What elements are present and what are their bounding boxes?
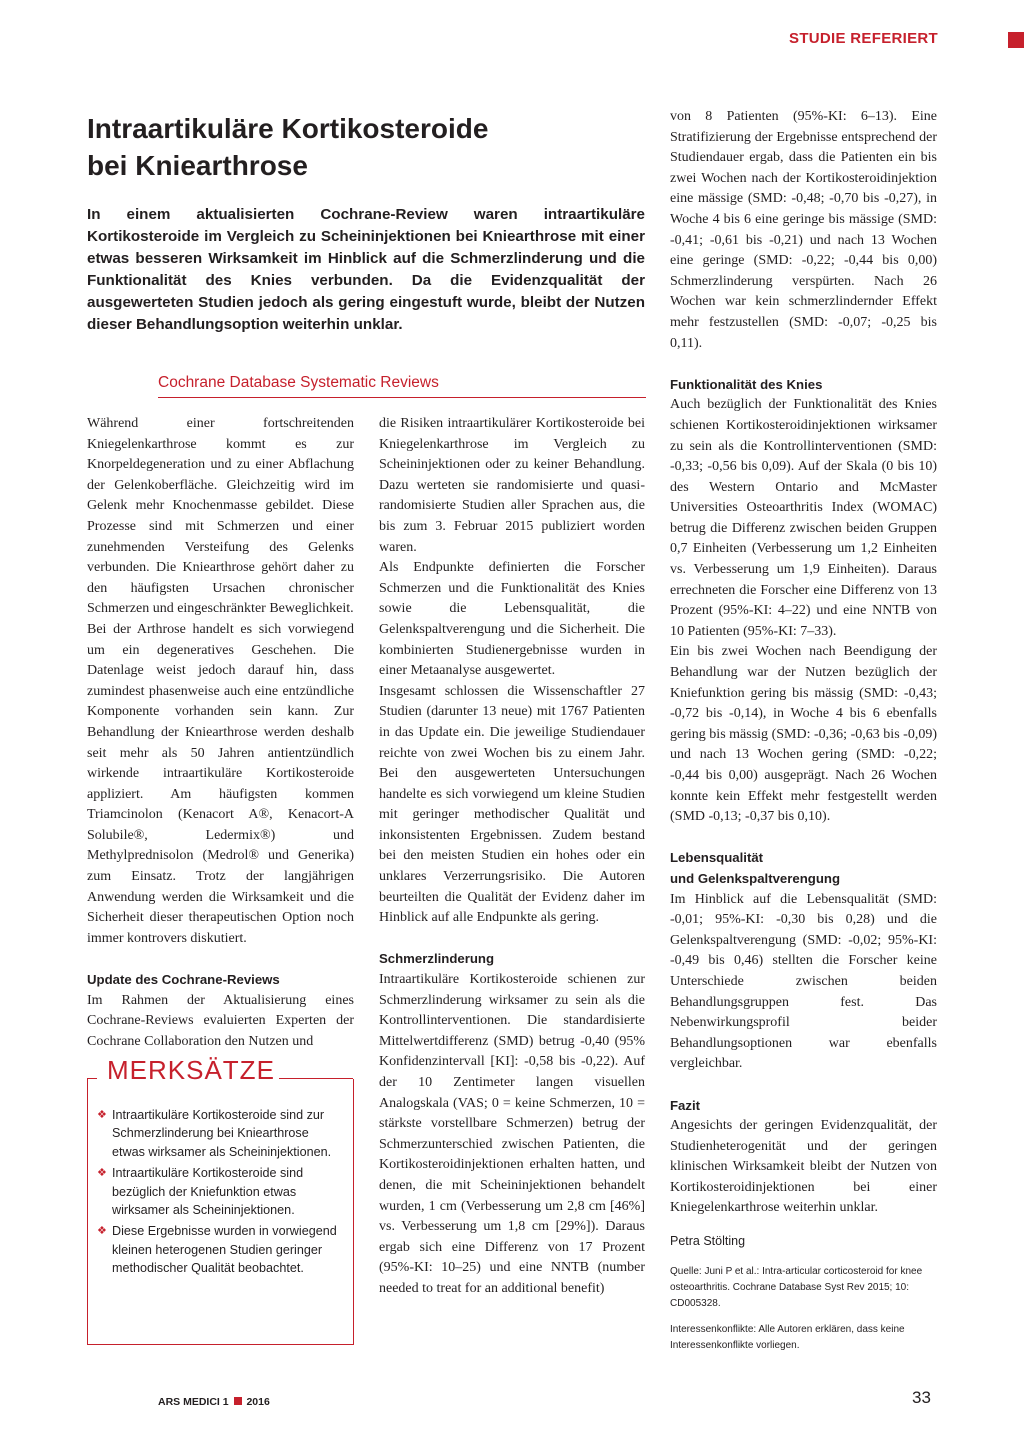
section-heading: Fazit	[670, 1097, 701, 1113]
footer-square-marker	[234, 1397, 242, 1405]
footer-journal	[158, 1396, 270, 1408]
section-label: STUDIE REFERIERT	[789, 30, 938, 47]
list-item	[97, 1106, 339, 1161]
paragraph: von 8 Patienten (95%-KI: 6–13). Eine Stratifizierung der Ergebnisse entsprechend der Studiendauer ergab, dass die Patienten ein bis zwei Wochen nach der Kortikosteroidinjektion eine mässige (SMD: -0,48; -0,70 bis -0,27), in Woche 4 bis 6 eine geringe bis mässige (SMD: -0,41; -0,61 bis -0,21) und nach 13 Wochen eine geringe (SMD: -0,22; -0,44 bis 0,00) Schmerzlinderung verspürten. Nach 26 Wochen war kein schmerzlindernder Effekt mehr festzustellen (SMD: -0,07; -0,25 bis 0,11).	[670, 109, 937, 351]
section-heading	[670, 848, 937, 889]
key-point-text: Intraartikuläre Kortikosteroide sind zur Schmerzlinderung bei Kniearthrose etwas wirksamer als Scheininjektionen.	[112, 1108, 332, 1159]
paragraph: die Risiken intraartikulärer Kortikosteroide bei Kniegelenkarthrose im Vergleich zu Scheininjektionen oder zu keiner Behandlung. Dazu werteten sie randomisierte und quasi-randomisierte Studien aller Sprachen aus, die bis zum 3. Februar 2015 publiziert worden waren.	[379, 416, 645, 555]
key-point-text: Intraartikuläre Kortikosteroide sind bezüglich der Kniefunktion etwas wirksamer als Scheininjektionen.	[112, 1166, 304, 1218]
paragraph: Bei der Arthrose handelt es sich vorwiegend um ein degeneratives Geschehen. Die Datenlage weist jedoch darauf hin, dass zumindest phasenweise auch eine entzündliche Komponente vorhanden sein kann. Zur Behandlung der Kniearthrose werden deshalb seit mehr als 50 Jahren antientzündlich wirkende intraartikuläre Kortikosteroide appliziert. Am häufigsten kommen Triamcinolon (Kenacort A®, Kenacort-A Solubile®, Ledermix®) und Methylprednisolon (Medrol® und Generika) zum Einsatz. Trotz der langjährigen Anwendung werden die Wirksamkeit und die Sicherheit dieser therapeutischen Option noch immer kontrovers diskutiert.	[87, 621, 354, 946]
source-journal: Cochrane Database Systematic Reviews	[158, 374, 646, 398]
key-points-title: MERKSÄTZE	[103, 1055, 279, 1086]
column-2	[379, 414, 645, 1300]
column-1	[87, 414, 354, 1052]
article-title	[87, 110, 647, 184]
key-point-text: Diese Ergebnisse wurden in vorwiegend kleinen heterogenen Studien geringer methodischer Qualität beobachtet.	[112, 1224, 337, 1276]
list-item	[97, 1222, 339, 1277]
column-3	[670, 107, 937, 1354]
heading-line-1: Lebensqualität	[670, 850, 764, 866]
author-name: Petra Stölting	[670, 1234, 746, 1249]
paragraph: Ein bis zwei Wochen nach Beendigung der Behandlung war der Nutzen bezüglich der Kniefunktion gering bis mässig (SMD: -0,43; -0,72 bis -0,14), in Woche 4 bis 6 ebenfalls gering bis mässig (SMD: -0,36; -0,63 bis -0,09) und nach 13 Wochen gering (SMD: -0,22; -0,44 bis 0,00) ausgeprägt. Nach 26 Wochen konnte kein Effekt mehr festgestellt werden (SMD -0,13; -0,37 bis 0,10).	[670, 644, 937, 825]
source-citation: Quelle: Juni P et al.: Intra-articular corticosteroid for knee osteoarthritis. Cochrane Database Syst Rev 2015; 10: CD005328.	[670, 1265, 923, 1309]
section-heading: Funktionalität des Knies	[670, 376, 823, 392]
diamond-bullet-icon: ❖	[97, 1109, 107, 1121]
paragraph: Im Rahmen der Aktualisierung eines Cochrane-Reviews evaluierten Experten der Cochrane Collaboration den Nutzen und	[87, 992, 354, 1049]
paragraph: Angesichts der geringen Evidenzqualität, der Studienheterogenität und der geringen klinischen Wirksamkeit bleibt der Nutzen von Kortikosteroidinjektionen bei einer Kniegelenkarthrose weiterhin unklar.	[670, 1118, 937, 1216]
journal-name: ARS MEDICI 1	[158, 1396, 229, 1408]
paragraph: Im Hinblick auf die Lebensqualität (SMD: -0,01; 95%-KI: -0,30 bis 0,28) und die Gelenkspaltverengung (SMD: -0,02; 95%-KI: -0,49 bis 0,46) stellten die Forscher keine Unterschiede zwischen beiden Behandlungsgruppen fest. Das Nebenwirkungsprofil beider Behandlungsoptionen war ebenfalls vergleichbar.	[670, 891, 937, 1072]
key-points-list	[97, 1106, 339, 1281]
journal-year: 2016	[246, 1396, 270, 1408]
paragraph: Während einer fortschreitenden Kniegelenkarthrose kommt es zur Knorpeldegeneration und zu einer Abflachung der Gelenkoberfläche. Gleichzeitig wird im Gelenk mehr Knochenmasse gebildet. Diese Prozesse sind mit Schmerzen und einer zunehmenden Versteifung des Gelenks verbunden. Die Kniearthrose gehört daher zu den häufigsten Ursachen chronischer Schmerzen und eingeschränkter Beweglichkeit.	[87, 416, 354, 617]
page-number: 33	[912, 1388, 931, 1407]
paragraph: Auch bezüglich der Funktionalität des Knies schienen Kortikosteroidinjektionen wirksamer zu sein als die Kontrollinterventionen (SMD: -0,33; -0,56 bis 0,09). Auf der Skala (0 bis 10) des Western Ontario and McMaster Universities Osteoarthritis Index (WOMAC) betrug die Differenz zwischen beiden Gruppen 0,7 Einheiten (Verbesserung um 1,2 Einheiten vs. Verbesserung um 1,9 Einheiten). Daraus errechneten die Forscher eine Differenz von 13 Prozent (95%-KI: 4–22) und eine NNTB von 10 Patienten (95%-KI: 7–33).	[670, 397, 937, 639]
section-marker	[1008, 32, 1024, 48]
paragraph: Intraartikuläre Kortikosteroide schienen zur Schmerzlinderung wirksamer zu sein als die Kontrollinterventionen. Die standardisierte Mittelwertdifferenz (SMD) betrug -0,40 (95% Konfidenzintervall [KI]: -0,58 bis -0,22). Auf der 10 Zentimeter langen visuellen Analogskala (VAS; 0 = keine Schmerzen, 10 = stärkste vorstellbare Schmerzen) betrug der Schmerzunterschied zwischen Patienten, die Kortikosteroidinjektionen erhalten hatten, und denen, die mit Scheininjektionen behandelt wurden, 1 cm (Verbesserung um 2,8 cm [46%] vs. Verbesserung um 1,8 cm [29%]). Daraus ergab sich eine Differenz von 17 Prozent (95%-KI: 10–25) und eine NNTB (number needed to treat for an additional benefit)	[379, 972, 645, 1296]
conflict-of-interest: Interessenkonflikte: Alle Autoren erklären, dass keine Interessenkonflikte vorliegen.	[670, 1323, 905, 1351]
diamond-bullet-icon: ❖	[97, 1225, 107, 1238]
title-line-1: Intraartikuläre Kortikosteroide	[87, 113, 489, 144]
list-item	[97, 1164, 339, 1219]
article-lead: In einem aktualisierten Cochrane-Review waren intraartikuläre Kortikosteroide im Vergleich zu Scheininjektionen bei Kniearthrose mit einer etwas besseren Wirksamkeit im Hinblick auf die Schmerzlinderung und die Funktionalität des Knies verbunden. Da die Evidenzqualität der ausgewerteten Studien jedoch als gering eingestuft wurde, bleibt der Nutzen dieser Behandlungsoption weiterhin unklar.	[87, 206, 645, 333]
section-heading: Schmerzlinderung	[379, 951, 495, 967]
paragraph: Insgesamt schlossen die Wissenschaftler 27 Studien (darunter 13 neue) mit 1767 Patienten in das Update ein. Die jeweilige Studiendauer reichte von zwei Wochen bis zu einem Jahr. Bei den ausgewerteten Untersuchungen handelte es sich vorwiegend um kleine Studien mit geringer methodischer Qualität und inkonsistenten Ergebnissen. Zudem bestand bei den meisten Studien ein hohes oder ein unklares Verzerrungsrisiko. Die Autoren beurteilten die Qualität der Evidenz daher im Hinblick auf alle Endpunkte als gering.	[379, 683, 645, 926]
diamond-bullet-icon: ❖	[97, 1167, 107, 1180]
title-line-2: bei Kniearthrose	[87, 150, 308, 181]
heading-line-2: und Gelenkspaltverengung	[670, 870, 841, 886]
section-heading: Update des Cochrane-Reviews	[87, 972, 280, 988]
paragraph: Als Endpunkte definierten die Forscher Schmerzen und die Funktionalität des Knies sowie die Lebensqualität, die Gelenkspaltverengung und die Sicherheit. Die kombinierten Studienergebnisse wurden in einer Metaanalyse ausgewertet.	[379, 560, 645, 679]
